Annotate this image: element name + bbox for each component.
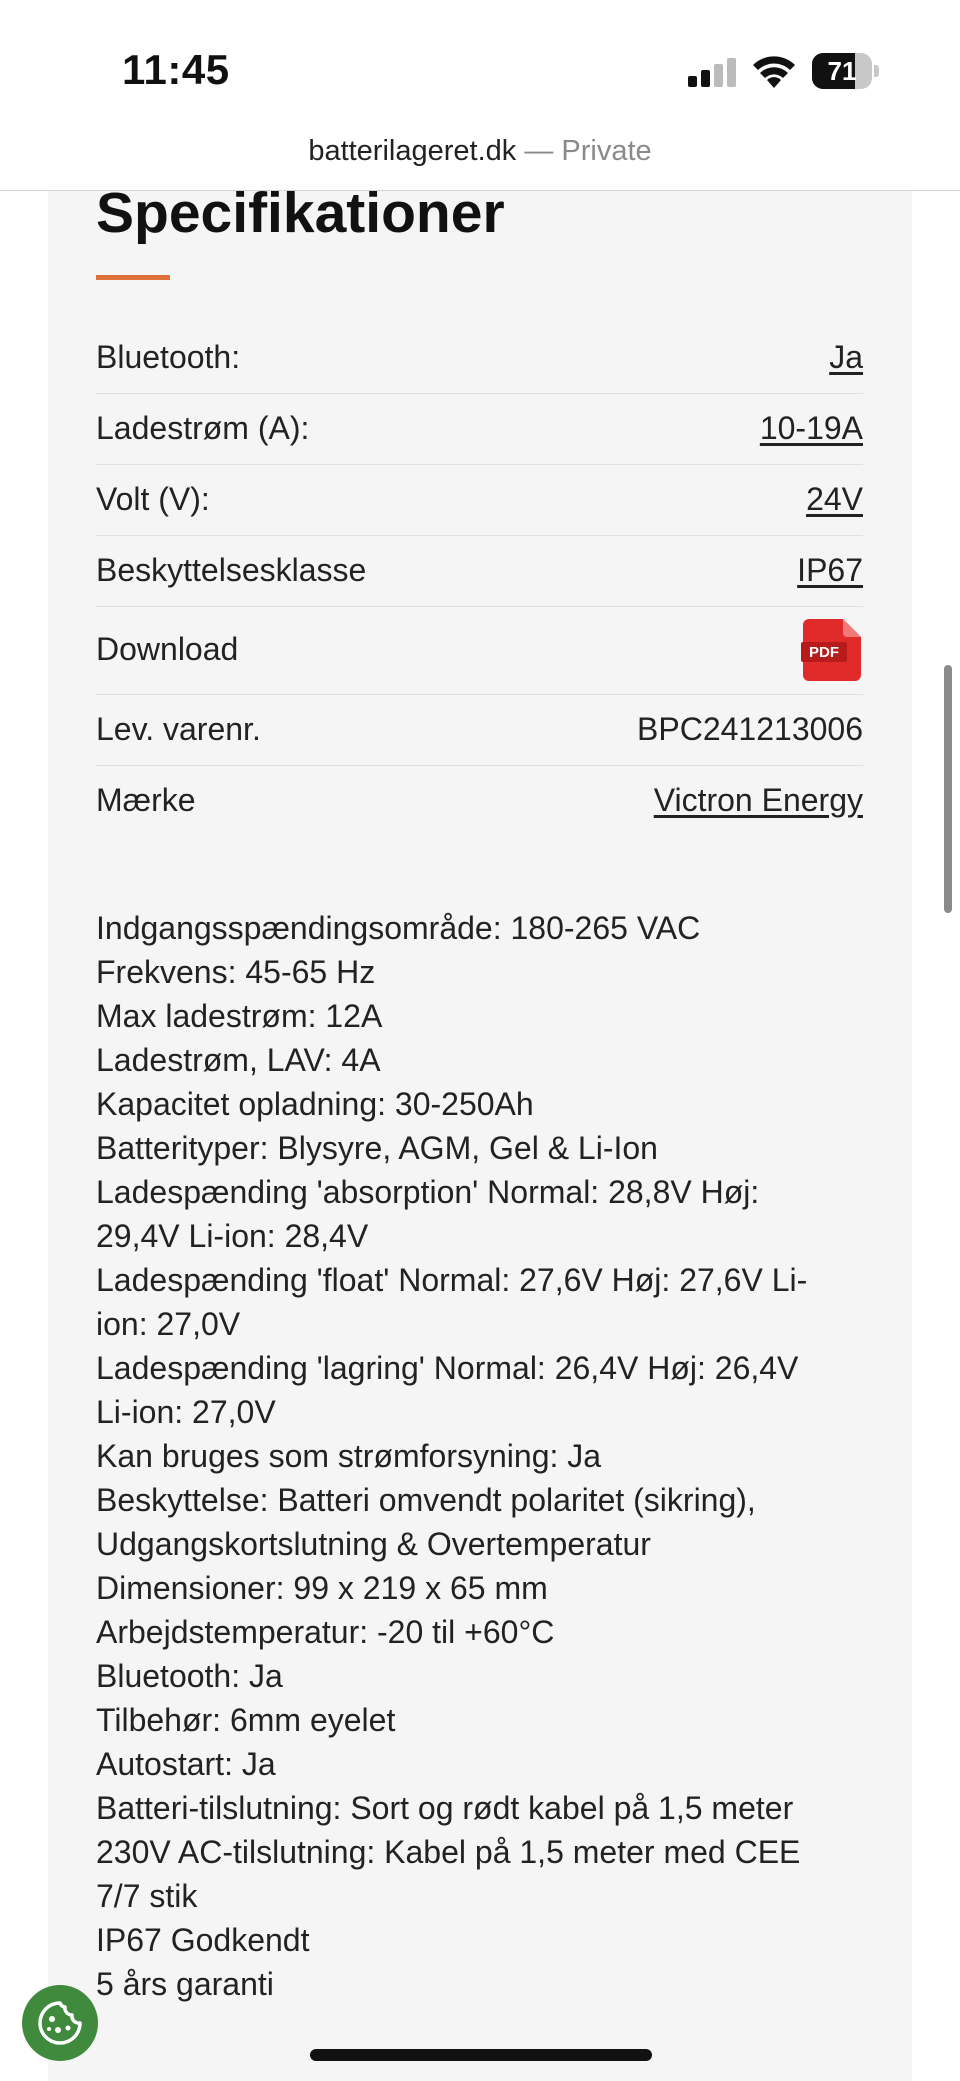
wifi-icon	[752, 54, 796, 90]
description-line: Kapacitet opladning: 30-250Ah	[96, 1086, 534, 1122]
description-line: Ladespænding 'lagring' Normal: 26,4V Høj: 26,4V	[96, 1350, 799, 1386]
brand-link[interactable]: Victron Energy	[653, 782, 863, 818]
product-description	[96, 906, 876, 2006]
description-line: Li-ion: 27,0V	[96, 1394, 276, 1430]
url-separator: —	[516, 135, 562, 167]
description-line: Arbejdstemperatur: -20 til +60°C	[96, 1614, 555, 1650]
spec-row-charge-current	[96, 394, 863, 465]
home-indicator[interactable]	[310, 2049, 652, 2061]
description-line: Autostart: Ja	[96, 1746, 276, 1782]
spec-value-link[interactable]: IP67	[797, 552, 863, 588]
spec-label: Lev. varenr.	[96, 711, 261, 747]
battery-level: 71	[827, 56, 857, 86]
description-line: Ladespænding 'absorption' Normal: 28,8V Høj:	[96, 1174, 760, 1210]
spec-label: Ladestrøm (A):	[96, 410, 310, 446]
pdf-file-icon[interactable]	[801, 619, 861, 681]
spec-label: Beskyttelsesklasse	[96, 552, 367, 588]
description-line: 5 års garanti	[96, 1966, 274, 2002]
cookie-icon	[36, 1999, 84, 2047]
description-line: Udgangskortslutning & Overtemperatur	[96, 1526, 651, 1562]
spec-row-brand	[96, 766, 863, 836]
description-line: Dimensioner: 99 x 219 x 65 mm	[96, 1570, 548, 1606]
spec-table	[96, 325, 863, 836]
description-line: 29,4V Li-ion: 28,4V	[96, 1218, 369, 1254]
description-line: IP67 Godkendt	[96, 1922, 310, 1958]
spec-label: Download	[96, 631, 239, 667]
description-line: Beskyttelse: Batteri omvendt polaritet (sikring),	[96, 1482, 756, 1518]
spec-row-protection-class	[96, 536, 863, 607]
spec-label: Volt (V):	[96, 481, 210, 517]
spec-value-link[interactable]: 24V	[806, 481, 863, 517]
description-line: Indgangsspændingsområde: 180-265 VAC	[96, 910, 701, 946]
description-line: Max ladestrøm: 12A	[96, 998, 383, 1034]
cookie-settings-button[interactable]	[22, 1985, 98, 2061]
description-line: Ladestrøm, LAV: 4A	[96, 1042, 381, 1078]
status-time: 11:45	[122, 46, 230, 93]
description-line: Tilbehør: 6mm eyelet	[96, 1702, 396, 1738]
description-line: Bluetooth: Ja	[96, 1658, 283, 1694]
spec-row-supplier-number	[96, 695, 863, 766]
description-line: 230V AC-tilslutning: Kabel på 1,5 meter med CEE	[96, 1834, 801, 1870]
pdf-icon-label: PDF	[809, 644, 839, 661]
url-domain: batterilageret.dk	[308, 135, 517, 167]
spec-value-link[interactable]: Ja	[829, 339, 863, 375]
spec-value-link[interactable]: 10-19A	[759, 410, 863, 446]
description-line: Batterityper: Blysyre, AGM, Gel & Li-Ion	[96, 1130, 658, 1166]
description-line: 7/7 stik	[96, 1878, 198, 1914]
status-bar	[0, 0, 960, 120]
spec-row-download	[96, 607, 863, 695]
description-line: Frekvens: 45-65 Hz	[96, 954, 376, 990]
spec-row-bluetooth	[96, 325, 863, 394]
description-line: Batteri-tilslutning: Sort og rødt kabel på 1,5 meter	[96, 1790, 794, 1826]
battery-indicator	[812, 53, 880, 89]
spec-label: Mærke	[96, 782, 196, 818]
description-line: Ladespænding 'float' Normal: 27,6V Høj: 27,6V Li-	[96, 1262, 808, 1298]
description-line: Kan bruges som strømforsyning: Ja	[96, 1438, 602, 1474]
spec-label: Bluetooth:	[96, 339, 241, 375]
browsing-mode-label: Private	[561, 135, 652, 167]
scrollbar[interactable]	[944, 665, 952, 913]
description-line: ion: 27,0V	[96, 1306, 241, 1342]
heading-accent-underline	[96, 275, 170, 280]
cellular-signal-icon	[688, 56, 738, 90]
spec-row-voltage	[96, 465, 863, 536]
spec-value: BPC241213006	[637, 711, 863, 747]
page-title: Specifikationer	[96, 181, 505, 245]
